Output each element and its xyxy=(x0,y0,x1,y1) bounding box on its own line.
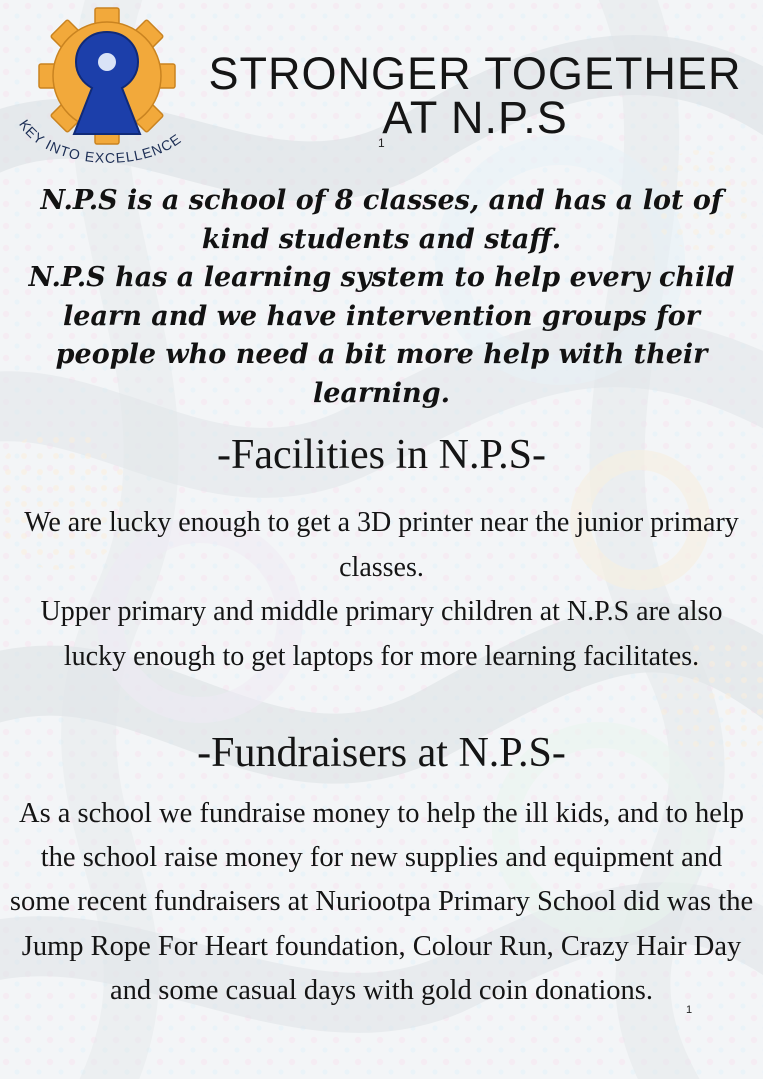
page-number: 1 xyxy=(686,1004,693,1016)
intro-section xyxy=(14,182,749,413)
fundraisers-paragraph: As a school we fundraise money to help the ill kids, and to help the school raise money for new supplies and equipment and some recent fundraisers at Nuriootpa Primary School did was the Jump Rope For Heart foundation, Colour Run, Crazy Hair Day and some casual days with gold coin donations. xyxy=(9,798,754,1006)
title-footnote-mark: 1 xyxy=(378,136,385,150)
title-line-1: STRONGER TOGETHER xyxy=(208,48,742,99)
page-title xyxy=(205,48,745,143)
intro-paragraph-2: N.P.S has a learning system to help every child learn and we have intervention groups for people who need a bit more help with their learning. xyxy=(28,262,735,409)
fundraisers-heading: -Fundraisers at N.P.S- xyxy=(197,730,566,776)
facilities-section xyxy=(8,501,755,679)
intro-paragraph-1: N.P.S is a school of 8 classes, and has a lot of kind students and staff. xyxy=(40,185,723,255)
facilities-paragraph-2: Upper primary and middle primary children at N.P.S are also lucky enough to get laptops for more learning facilitates. xyxy=(40,596,723,672)
facilities-heading: -Facilities in N.P.S- xyxy=(216,432,546,478)
school-logo xyxy=(12,4,202,184)
title-line-2: AT N.P.S xyxy=(382,92,568,143)
keyhole-icon xyxy=(74,32,140,134)
fundraisers-section xyxy=(8,792,755,1013)
logo-motto: KEY INTO EXCELLENCE xyxy=(16,116,185,166)
facilities-paragraph-1: We are lucky enough to get a 3D printer near the junior primary classes. xyxy=(24,507,739,583)
